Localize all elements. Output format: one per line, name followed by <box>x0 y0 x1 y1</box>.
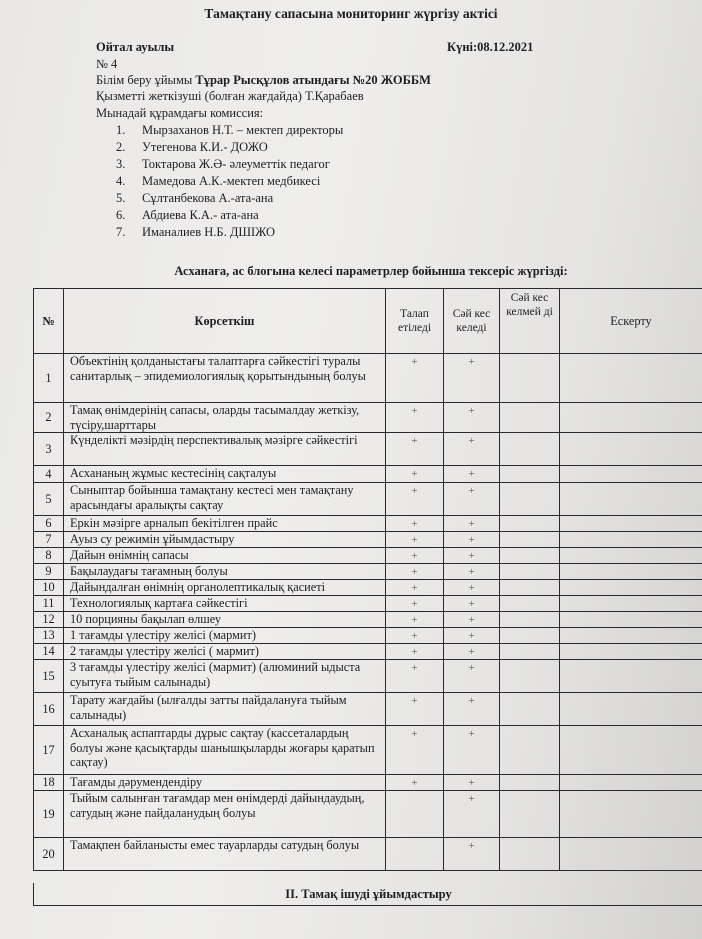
row-indicator: Еркін мәзірге арналып бекітілген прайс <box>64 516 386 532</box>
row-complies-mark: + <box>444 596 500 612</box>
row-number: 17 <box>34 726 64 775</box>
table-row <box>34 580 702 596</box>
organization-prefix: Білім беру ұйымы <box>96 73 196 87</box>
row-required-mark: + <box>386 580 444 596</box>
member-name: Утегенова К.И.- ДОЖО <box>142 140 268 154</box>
row-number: 10 <box>34 580 64 596</box>
row-indicator: Тамақпен байланысты емес тауарларды сатудың болуы <box>64 838 386 871</box>
organization-line <box>96 73 431 88</box>
row-number: 3 <box>34 433 64 466</box>
row-required-mark: + <box>386 433 444 466</box>
table-row <box>34 644 702 660</box>
row-number: 13 <box>34 628 64 644</box>
row-required-mark: + <box>386 466 444 483</box>
row-indicator: Объектінің қолданыстағы талаптарға сәйкестігі туралы санитарлық – эпидемиологиялық қорытындының болуы <box>64 354 386 403</box>
row-indicator: Дайындалған өнімнің органолептикалық қасиеті <box>64 580 386 596</box>
row-indicator: 3 тағамды үлестіру желісі (мармит) (алюминий ыдыста суытуға тыйым салынады) <box>64 660 386 693</box>
row-not-complies-cell <box>500 628 560 644</box>
row-not-complies-cell <box>500 660 560 693</box>
row-number: 20 <box>34 838 64 871</box>
row-not-complies-cell <box>500 580 560 596</box>
table-row <box>34 433 702 466</box>
row-note-cell <box>560 466 702 483</box>
row-not-complies-cell <box>500 564 560 580</box>
row-indicator: Сыныптар бойынша тамақтану кестесі мен тамақтану арасындағы аралықты сақтау <box>64 483 386 516</box>
row-number: 16 <box>34 693 64 726</box>
row-note-cell <box>560 564 702 580</box>
row-complies-mark: + <box>444 403 500 433</box>
row-not-complies-cell <box>500 644 560 660</box>
commission-label: Мынадай құрамдағы комиссия: <box>96 106 264 120</box>
row-complies-mark: + <box>444 516 500 532</box>
table-row <box>34 791 702 838</box>
row-note-cell <box>560 775 702 791</box>
row-complies-mark: + <box>444 612 500 628</box>
row-number: 9 <box>34 564 64 580</box>
row-number: 1 <box>34 354 64 403</box>
member-name: Токтарова Ж.Ә- әлеуметтік педагог <box>142 157 330 171</box>
table-row <box>34 628 702 644</box>
header-complies: Сәй кес келеді <box>444 289 500 354</box>
row-required-mark: + <box>386 403 444 433</box>
commission-member <box>116 224 343 241</box>
row-number: 12 <box>34 612 64 628</box>
table-row <box>34 516 702 532</box>
row-number: 18 <box>34 775 64 791</box>
table-row <box>34 532 702 548</box>
organization-name: Тұрар Рысқұлов атындағы №20 ЖОББМ <box>195 73 431 87</box>
row-not-complies-cell <box>500 532 560 548</box>
row-required-mark: + <box>386 564 444 580</box>
row-not-complies-cell <box>500 516 560 532</box>
row-not-complies-cell <box>500 726 560 775</box>
commission-member <box>116 173 343 190</box>
table-row <box>34 548 702 564</box>
inspection-table <box>33 288 702 871</box>
row-not-complies-cell <box>500 433 560 466</box>
row-required-mark: + <box>386 516 444 532</box>
row-not-complies-cell <box>500 483 560 516</box>
commission-member <box>116 139 343 156</box>
section-heading: Асханаға, ас блогына келесі параметрлер бойынша тексеріс жүргізді: <box>174 264 568 278</box>
row-note-cell <box>560 628 702 644</box>
member-number: 2. <box>116 140 126 154</box>
row-note-cell <box>560 726 702 775</box>
row-note-cell <box>560 354 702 403</box>
row-note-cell <box>560 612 702 628</box>
row-note-cell <box>560 644 702 660</box>
row-complies-mark: + <box>444 838 500 871</box>
row-indicator: Күнделікті мәзірдің перспективалық мәзірге сәйкестігі <box>64 433 386 466</box>
header-note: Ескерту <box>560 289 702 354</box>
row-complies-mark: + <box>444 564 500 580</box>
row-complies-mark: + <box>444 483 500 516</box>
row-number: 2 <box>34 403 64 433</box>
row-number: 8 <box>34 548 64 564</box>
supplier-line: Қызметті жеткізуші (болған жағдайда) Т.Қарабаев <box>96 89 364 103</box>
member-number: 4. <box>116 174 126 188</box>
table-row <box>34 354 702 403</box>
row-indicator: 1 тағамды үлестіру желісі (мармит) <box>64 628 386 644</box>
row-indicator: Тағамды дәрумендендіру <box>64 775 386 791</box>
row-note-cell <box>560 483 702 516</box>
row-complies-mark: + <box>444 580 500 596</box>
table-row <box>34 466 702 483</box>
row-note-cell <box>560 693 702 726</box>
row-required-mark: + <box>386 354 444 403</box>
member-name: Мамедова А.К.-мектеп медбикесі <box>142 174 321 188</box>
row-note-cell <box>560 548 702 564</box>
row-not-complies-cell <box>500 403 560 433</box>
header-number: № <box>34 289 64 354</box>
document-title: Тамақтану сапасына мониторинг жүргізу актісі <box>204 6 498 21</box>
row-number: 11 <box>34 596 64 612</box>
row-required-mark <box>386 791 444 838</box>
commission-member <box>116 207 343 224</box>
row-number: 19 <box>34 791 64 838</box>
member-number: 3. <box>116 157 126 171</box>
row-required-mark: + <box>386 532 444 548</box>
table-row <box>34 693 702 726</box>
row-note-cell <box>560 516 702 532</box>
document-date: Күні:08.12.2021 <box>447 40 534 54</box>
row-complies-mark: + <box>444 433 500 466</box>
table-row <box>34 596 702 612</box>
row-not-complies-cell <box>500 466 560 483</box>
commission-member <box>116 122 343 139</box>
row-number: 14 <box>34 644 64 660</box>
row-not-complies-cell <box>500 548 560 564</box>
row-required-mark: + <box>386 596 444 612</box>
row-complies-mark: + <box>444 791 500 838</box>
row-required-mark: + <box>386 660 444 693</box>
village-name: Ойтал ауылы <box>96 40 175 54</box>
act-number: № 4 <box>96 57 118 71</box>
row-not-complies-cell <box>500 791 560 838</box>
row-indicator: 2 тағамды үлестіру желісі ( мармит) <box>64 644 386 660</box>
row-complies-mark: + <box>444 660 500 693</box>
table-row <box>34 612 702 628</box>
row-note-cell <box>560 596 702 612</box>
row-complies-mark: + <box>444 628 500 644</box>
row-complies-mark: + <box>444 644 500 660</box>
row-complies-mark: + <box>444 726 500 775</box>
member-name: Абдиева К.А.- ата-ана <box>142 208 259 222</box>
row-note-cell <box>560 838 702 871</box>
row-indicator: Асханалық аспаптарды дұрыс сақтау (кассеталардың болуы және қасықтарды шанышқыларды жоғары қаратып сақтау) <box>64 726 386 775</box>
row-note-cell <box>560 403 702 433</box>
row-required-mark: + <box>386 612 444 628</box>
table-row <box>34 660 702 693</box>
row-complies-mark: + <box>444 532 500 548</box>
row-indicator: 10 порцияны бақылап өлшеу <box>64 612 386 628</box>
row-not-complies-cell <box>500 354 560 403</box>
row-complies-mark: + <box>444 466 500 483</box>
row-note-cell <box>560 660 702 693</box>
row-indicator: Тамақ өнімдерінің сапасы, оларды тасымалдау жеткізу, түсіру,шарттары <box>64 403 386 433</box>
row-required-mark: + <box>386 726 444 775</box>
member-number: 7. <box>116 225 126 239</box>
row-number: 4 <box>34 466 64 483</box>
row-required-mark: + <box>386 693 444 726</box>
row-not-complies-cell <box>500 775 560 791</box>
member-name: Иманалиев Н.Б. ДШІЖО <box>142 225 276 239</box>
row-not-complies-cell <box>500 838 560 871</box>
row-required-mark <box>386 838 444 871</box>
commission-member-list <box>116 122 343 241</box>
member-name: Мырзаханов Н.Т. – мектеп директоры <box>142 123 344 137</box>
row-required-mark: + <box>386 775 444 791</box>
row-complies-mark: + <box>444 354 500 403</box>
member-number: 6. <box>116 208 126 222</box>
row-number: 15 <box>34 660 64 693</box>
commission-member <box>116 156 343 173</box>
row-not-complies-cell <box>500 693 560 726</box>
row-indicator: Дайын өнімнің сапасы <box>64 548 386 564</box>
table-row <box>34 838 702 871</box>
row-required-mark: + <box>386 483 444 516</box>
table-row <box>34 403 702 433</box>
row-required-mark: + <box>386 628 444 644</box>
row-note-cell <box>560 791 702 838</box>
row-not-complies-cell <box>500 596 560 612</box>
row-indicator: Тарату жағдайы (ылғалды затты пайдалануға тыйым салынады) <box>64 693 386 726</box>
row-indicator: Бақылаудағы тағамның болуы <box>64 564 386 580</box>
table-row <box>34 564 702 580</box>
row-required-mark: + <box>386 548 444 564</box>
member-name: Сұлтанбекова А.-ата-ана <box>142 191 274 205</box>
row-indicator: Технологиялық картаға сәйкестігі <box>64 596 386 612</box>
row-indicator: Асхананың жұмыс кестесінің сақталуы <box>64 466 386 483</box>
member-number: 5. <box>116 191 126 205</box>
row-complies-mark: + <box>444 548 500 564</box>
row-note-cell <box>560 532 702 548</box>
row-required-mark: + <box>386 644 444 660</box>
header-required: Талап етіледі <box>386 289 444 354</box>
commission-member <box>116 190 343 207</box>
table-row <box>34 726 702 775</box>
row-number: 5 <box>34 483 64 516</box>
row-complies-mark: + <box>444 775 500 791</box>
row-complies-mark: + <box>444 693 500 726</box>
header-indicator: Көрсеткіш <box>64 289 386 354</box>
table-row <box>34 483 702 516</box>
header-not-complies: Сәй кес келмей ді <box>500 289 560 354</box>
section-2-heading: ІІ. Тамақ ішуді ұйымдастыру <box>33 883 702 906</box>
row-note-cell <box>560 580 702 596</box>
row-not-complies-cell <box>500 612 560 628</box>
row-indicator: Ауыз су режимін ұйымдастыру <box>64 532 386 548</box>
row-number: 6 <box>34 516 64 532</box>
member-number: 1. <box>116 123 126 137</box>
row-number: 7 <box>34 532 64 548</box>
table-row <box>34 775 702 791</box>
row-indicator: Тыйым салынған тағамдар мен өнімдерді дайындаудың, сатудың және пайдаланудың болуы <box>64 791 386 838</box>
row-note-cell <box>560 433 702 466</box>
